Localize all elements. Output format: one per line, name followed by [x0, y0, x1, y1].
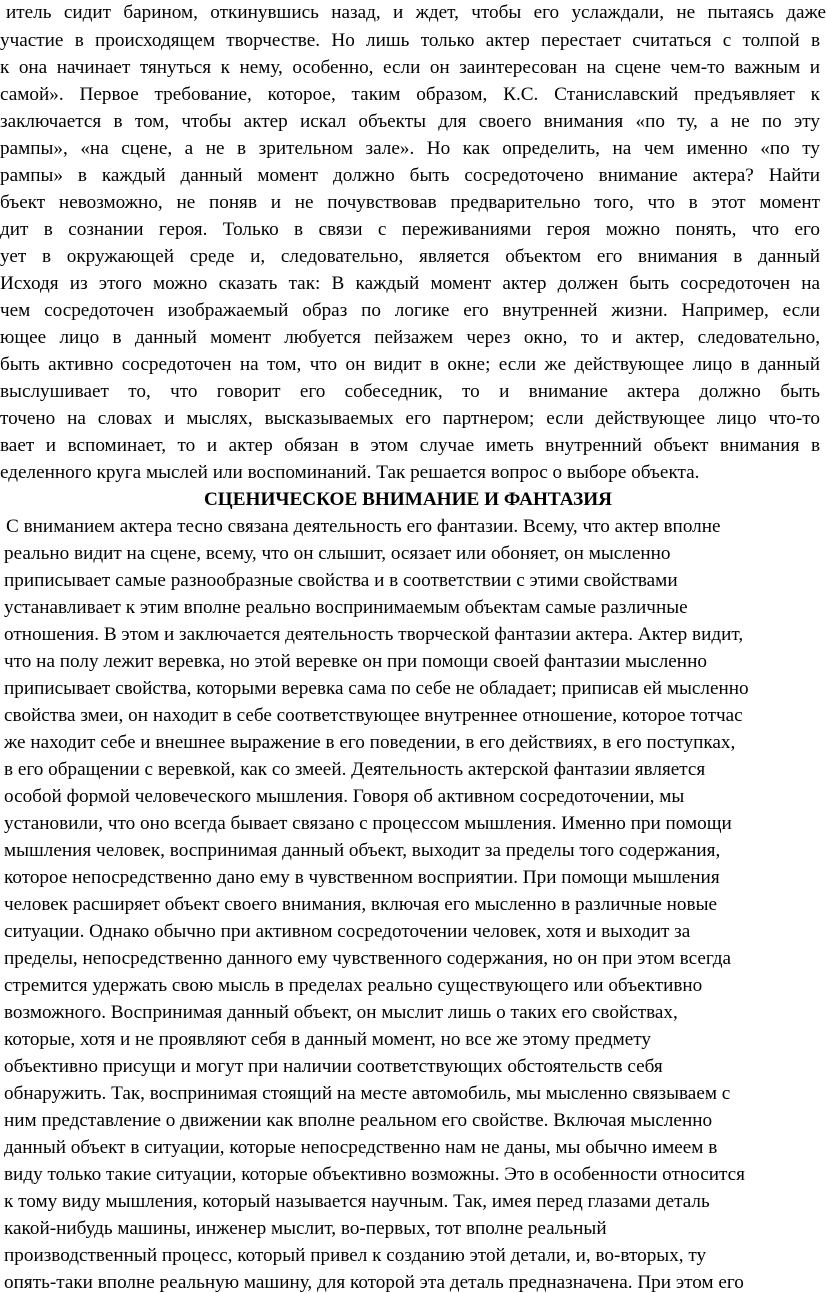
text-line: быть активно сосредоточен на том, что он видит в окне; если же действующее лицо в данный: [0, 354, 820, 375]
text-line: Исходя из этого можно сказать так: В каждый момент актер должен быть сосредоточен на: [0, 273, 820, 294]
text-line: в его обращении с веревкой, как со змеей. Деятельность актерской фантазии является: [4, 759, 706, 780]
text-line: ует в окружающей среде и, следовательно, является объектом его внимания в данный: [0, 246, 820, 267]
text-line: заключается в том, чтобы актер искал объекты для своего внимания «по ту, а не по эту: [0, 111, 820, 132]
text-line: которое непосредственно дано ему в чувственном восприятии. При помощи мышления: [4, 867, 720, 888]
text-line: дит в сознании героя. Только в связи с переживаниями героя можно понять, что его: [0, 219, 820, 240]
text-line: еделенного круга мыслей или воспоминаний. Так решается вопрос о выборе объекта.: [0, 462, 700, 483]
text-line: бъект невозможно, не поняв и не почувствовав предварительно того, что в этот момент: [0, 192, 820, 213]
text-line: вает и вспоминает, то и актер обязан в этом случае иметь внутренний объект внимания в: [0, 435, 820, 456]
text-line: рампы», «на сцене, а не в зрительном зале». Но как определить, на чем именно «по ту: [0, 138, 820, 159]
text-line: установили, что оно всегда бывает связано с процессом мышления. Именно при помощи: [4, 813, 732, 834]
text-line: виду только такие ситуации, которые объективно возможны. Это в особенности относится: [4, 1164, 745, 1185]
text-line: ситуации. Однако обычно при активном сосредоточении человек, хотя и выходит за: [4, 921, 691, 942]
text-line: самой». Первое требование, которое, таким образом, К.С. Станиславский предъявляет к: [0, 84, 820, 105]
text-line: объективно присущи и могут при наличии соответствующих обстоятельств себя: [4, 1056, 663, 1077]
text-line: человек расширяет объект своего внимания, включая его мысленно в различные новые: [4, 894, 717, 915]
section-heading: СЦЕНИЧЕСКОЕ ВНИМАНИЕ И ФАНТАЗИЯ: [203, 489, 613, 510]
text-line: производственный процесс, который привел к созданию этой детали, и, во-вторых, ту: [4, 1245, 707, 1266]
text-line: какой-нибудь машины, инженер мыслит, во-первых, тот вполне реальный: [4, 1218, 607, 1239]
text-line: ним представление о движении как вполне реальном его свойстве. Включая мысленно: [4, 1110, 713, 1131]
text-line: ющее лицо в данный момент любуется пейзажем через окно, то и актер, следовательно,: [0, 327, 820, 348]
text-line: пределы, непосредственно данного ему чувственного содержания, но он при этом всегда: [4, 948, 732, 969]
text-line: же находит себе и внешнее выражение в его поведении, в его действиях, в его поступках,: [4, 732, 736, 753]
text-line: выслушивает то, что говорит его собеседник, то и внимание актера должно быть: [0, 381, 820, 402]
text-line: данный объект в ситуации, которые непосредственно нам не даны, мы обычно имеем в: [4, 1137, 718, 1158]
text-line: участие в происходящем творчестве. Но лишь только актер перестает считаться с толпой в: [0, 30, 820, 51]
text-line: что на полу лежит веревка, но этой веревке он при помощи своей фантазии мысленно: [4, 651, 707, 672]
text-line: отношения. В этом и заключается деятельность творческой фантазии актера. Актер видит,: [4, 624, 744, 645]
text-line: к она начинает тянуться к нему, особенно, если он заинтересован на сцене чем-то важным и: [0, 57, 820, 78]
text-line: точено на словах и мыслях, высказываемых его партнером; если действующее лицо что-то: [0, 408, 820, 429]
text-line: стремится удержать свою мысль в пределах реально существующего или объективно: [4, 975, 703, 996]
text-line: чем сосредоточен изображаемый образ по логике его внутренней жизни. Например, если: [0, 300, 820, 321]
text-line: возможного. Воспринимая данный объект, он мыслит лишь о таких его свойствах,: [4, 1002, 678, 1023]
text-line: свойства змеи, он находит в себе соответствующее внутреннее отношение, которое тотчас: [4, 705, 743, 726]
text-line: мышления человек, воспринимая данный объект, выходит за пределы того содержания,: [4, 840, 721, 861]
text-line: реально видит на сцене, всему, что он слышит, осязает или обоняет, он мысленно: [4, 543, 671, 564]
text-line: рампы» в каждый данный момент должно быть сосредоточено внимание актера? Найти: [0, 165, 820, 186]
text-line: итель сидит барином, откинувшись назад, и ждет, чтобы его услаждали, не пытаясь даже: [6, 2, 826, 23]
text-line: которые, хотя и не проявляют себя в данный момент, но все же этому предмету: [4, 1029, 652, 1050]
text-line: С вниманием актера тесно связана деятельность его фантазии. Всему, что актер вполне: [6, 516, 721, 537]
text-line: опять-таки вполне реальную машину, для которой эта деталь предназначена. При этом его: [4, 1272, 744, 1293]
text-line: устанавливает к этим вполне реально воспринимаемым объектам самые различные: [4, 597, 688, 618]
text-line: обнаружить. Так, воспринимая стоящий на месте автомобиль, мы мысленно связываем с: [4, 1083, 731, 1104]
text-line: приписывает свойства, которыми веревка сама по себе не обладает; приписав ей мысленно: [4, 678, 749, 699]
text-line: особой формой человеческого мышления. Говоря об активном сосредоточении, мы: [4, 786, 685, 807]
text-line: приписывает самые разнообразные свойства и в соответствии с этими свойствами: [4, 570, 678, 591]
text-line: к тому виду мышления, который называется научным. Так, имея перед глазами деталь: [4, 1191, 710, 1212]
